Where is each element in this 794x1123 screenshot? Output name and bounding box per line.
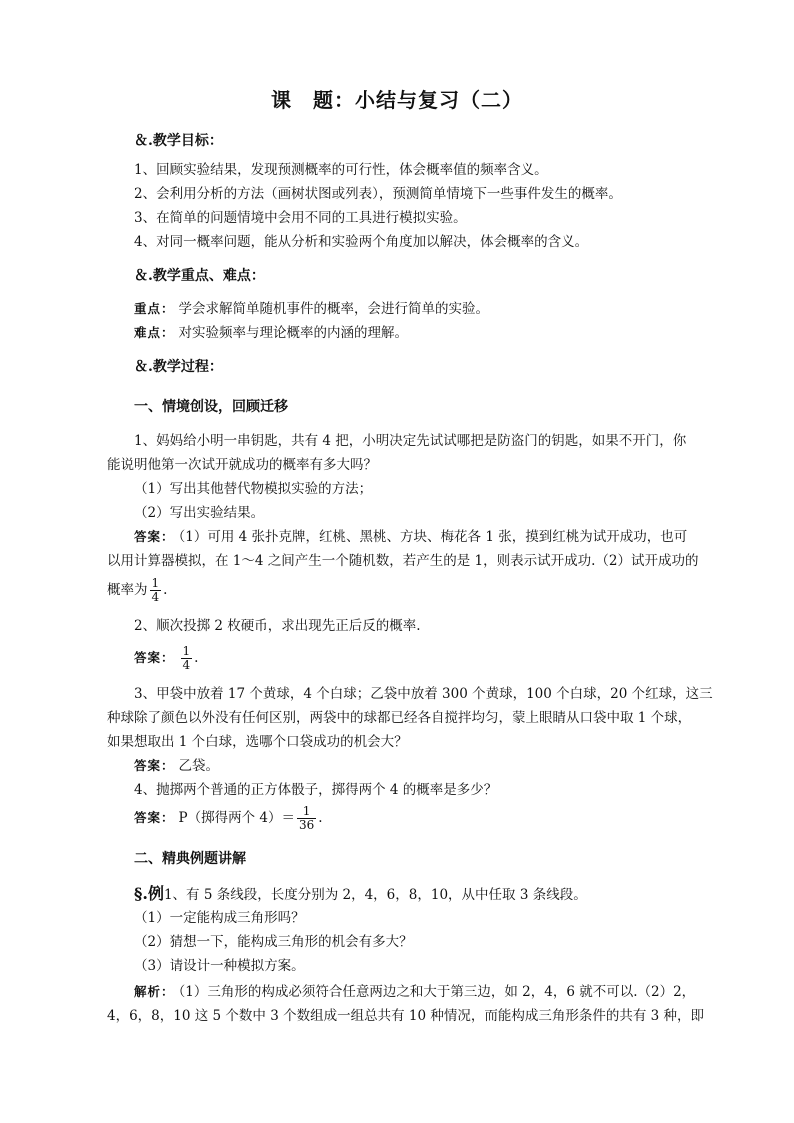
question-1-sub: （2）写出实验结果。 (134, 505, 265, 521)
answer-3-text: 乙袋。 (178, 758, 220, 774)
question-1-line: 1、妈妈给小明一串钥匙，共有 4 把，小明决定先试试哪把是防盗门的钥匙，如果不开门，你 (134, 433, 687, 449)
answer-1 (134, 527, 687, 547)
goal-item: 2、会利用分析的方法（画树状图或列表），预测简单情境下一些事件发生的概率。 (134, 186, 622, 202)
analysis-label: 解析： (134, 984, 175, 999)
fraction-denominator: 36 (298, 818, 315, 832)
analysis-line: 4，6，8，10 这 5 个数中 3 个数组成一组总共有 10 种情况，而能构成三角形条件的共有 3 种，即 (107, 1008, 705, 1024)
fraction-numerator: 1 (151, 576, 160, 590)
example-1-sub: （1）一定能构成三角形吗？ (134, 910, 305, 926)
answer-label: 答案： (134, 810, 175, 825)
question-3-line: 种球除了颜色以外没有任何区别，两袋中的球都已经各自搅拌均匀，蒙上眼睛从口袋中取 1 个球， (107, 710, 692, 726)
fraction-denominator: 4 (151, 590, 160, 604)
example-1 (134, 884, 587, 905)
question-1-line: 能说明他第一次试开就成功的概率有多大吗？ (107, 457, 377, 473)
answer-1-line: 以用计算器模拟，在 1～4 之间产生一个随机数，若产生的是 1，则表示试开成功.（2）试开成功的 (107, 553, 699, 569)
fraction (181, 645, 193, 672)
question-3-line: 如果想取出 1 个白球，选哪个口袋成功的机会大？ (107, 734, 408, 750)
analysis (134, 982, 695, 1002)
answer-4 (134, 803, 323, 833)
answer-1-suffix: . (163, 582, 168, 598)
example-1-sub: （3）请设计一种模拟方案。 (134, 958, 305, 974)
part1-heading: 一、情境创设，回顾迁移 (134, 399, 288, 415)
example-label: §.例 (134, 884, 164, 903)
example-1-sub: （2）猜想一下，能构成三角形的机会有多大？ (134, 934, 413, 950)
answer-1-probability (107, 575, 167, 605)
question-3-line: 3、甲袋中放着 17 个黄球，4 个白球；乙袋中放着 300 个黄球，100 个白球，20 个红球，这三 (134, 686, 713, 702)
answer-2 (134, 643, 198, 673)
key-point (134, 299, 489, 319)
answer-1-text: （1）可用 4 张扑克牌，红桃、黑桃、方块、梅花各 1 张，摸到红桃为试开成功，也可 (178, 529, 688, 545)
page-title: 课 题：小结与复习（二） (271, 88, 523, 112)
fraction-numerator: 1 (182, 644, 191, 658)
answer-label: 答案： (134, 758, 175, 773)
fraction (297, 805, 316, 832)
question-2: 2、顺次投掷 2 枚硬币，求出现先正后反的概率. (134, 618, 421, 634)
difficult-point (134, 323, 408, 343)
goal-item: 4、对同一概率问题，能从分析和实验两个角度加以解决，体会概率的含义。 (134, 234, 589, 250)
difficult-point-text: 对实验频率与理论概率的内涵的理解。 (178, 325, 409, 341)
answer-4-prefix: P（掷得两个 4）＝ (178, 810, 295, 826)
goal-item: 3、在简单的问题情境中会用不同的工具进行模拟实验。 (134, 210, 467, 226)
answer-label: 答案： (134, 650, 175, 665)
fraction-denominator: 4 (182, 658, 191, 672)
answer-1-prefix: 概率为 (107, 582, 148, 598)
question-4: 4、抛掷两个普通的正方体骰子，掷得两个 4 的概率是多少？ (134, 782, 498, 798)
process-heading: ＆.教学过程： (134, 359, 223, 375)
answer-4-suffix: . (318, 810, 323, 826)
question-1-sub: （1）写出其他替代物模拟实验的方法； (134, 481, 373, 497)
fraction-numerator: 1 (302, 804, 311, 818)
key-point-text: 学会求解简单随机事件的概率，会进行简单的实验。 (178, 301, 490, 317)
goals-heading: ＆.教学目标： (134, 133, 223, 149)
example-1-text: 1、有 5 条线段，长度分别为 2，4，6，8，10，从中任取 3 条线段。 (163, 887, 587, 903)
focus-heading: ＆.教学重点、难点： (134, 268, 265, 284)
answer-3 (134, 756, 219, 776)
answer-2-suffix: . (194, 650, 199, 666)
answer-label: 答案： (134, 529, 175, 544)
analysis-text: （1）三角形的构成必须符合任意两边之和大于第三边，如 2，4，6 就不可以.（2）2， (178, 984, 696, 1000)
fraction (150, 577, 162, 604)
part2-heading: 二、精典例题讲解 (134, 851, 246, 867)
key-point-label: 重点： (134, 301, 175, 316)
goal-item: 1、回顾实验结果，发现预测概率的可行性，体会概率值的频率含义。 (134, 162, 548, 178)
difficult-point-label: 难点： (134, 325, 175, 340)
